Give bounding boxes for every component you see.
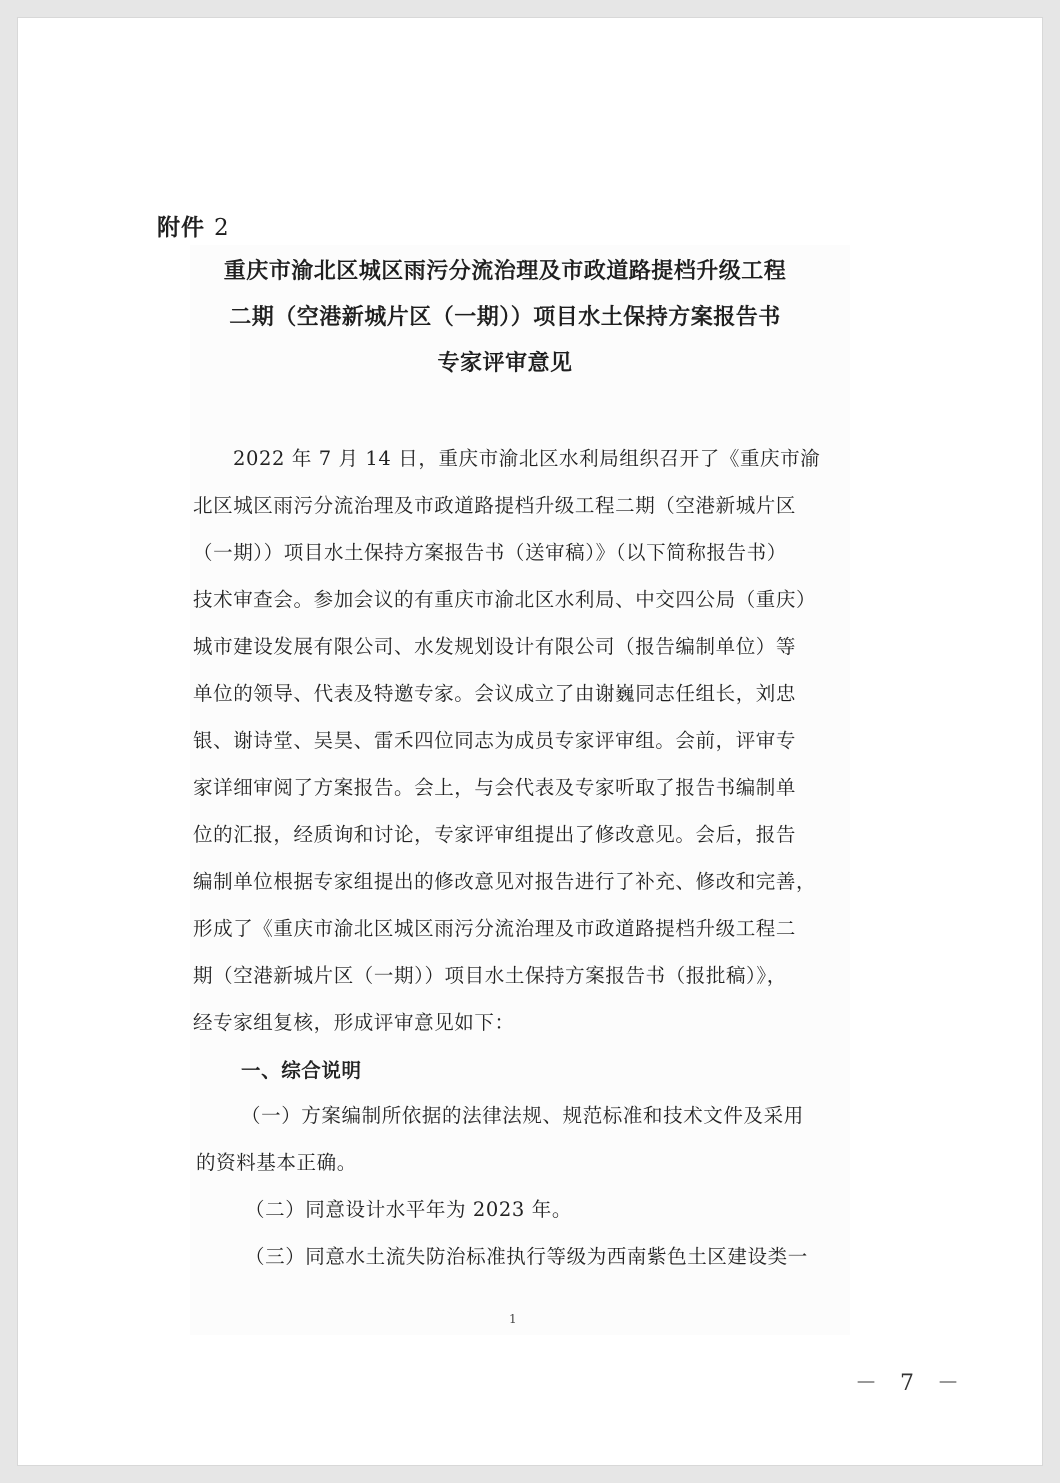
- item-3: （三）同意水土流失防治标准执行等级为西南紫色土区建设类一: [245, 1245, 808, 1268]
- body-line-13: 经专家组复核，形成评审意见如下：: [193, 1011, 515, 1034]
- item-2: （二）同意设计水平年为 2023 年。: [245, 1198, 572, 1221]
- attachment-number: 2: [214, 215, 230, 241]
- attachment-label: [157, 209, 230, 242]
- body-line-11: 形成了《重庆市渝北区城区雨污分流治理及市政道路提档升级工程二: [193, 917, 797, 940]
- item-1-line-1: （一）方案编制所依据的法律法规、规范标准和技术文件及采用: [241, 1104, 804, 1127]
- title-line-1: 重庆市渝北区城区雨污分流治理及市政道路提档升级工程: [223, 259, 787, 284]
- title-line-3: 专家评审意见: [437, 351, 573, 376]
- body-line-5: 城市建设发展有限公司、水发规划设计有限公司（报告编制单位）等: [193, 635, 797, 658]
- body-line-2: 北区城区雨污分流治理及市政道路提档升级工程二期（空港新城片区: [193, 494, 797, 517]
- title-line-2: 二期（空港新城片区（一期））项目水土保持方案报告书: [229, 305, 781, 330]
- body-line-10: 编制单位根据专家组提出的修改意见对报告进行了补充、修改和完善，: [193, 870, 817, 893]
- page-number: － 7 －: [855, 1371, 967, 1396]
- body-line-7: 银、谢诗堂、吴昊、雷禾四位同志为成员专家评审组。会前，评审专: [193, 729, 797, 752]
- body-line-12: 期（空港新城片区（一期））项目水土保持方案报告书（报批稿）》，: [193, 964, 787, 987]
- body-line-9: 位的汇报，经质询和讨论，专家评审组提出了修改意见。会后，报告: [193, 823, 797, 846]
- scan-page-number: 1: [509, 1312, 517, 1326]
- section-heading-1: 一、综合说明: [241, 1059, 362, 1082]
- body-line-1: 2022 年 7 月 14 日，重庆市渝北区水利局组织召开了《重庆市渝: [233, 447, 821, 470]
- item-1-line-2: 的资料基本正确。: [196, 1151, 357, 1174]
- body-line-4: 技术审查会。参加会议的有重庆市渝北区水利局、中交四公局（重庆）: [193, 588, 817, 611]
- attachment-text: 附件: [157, 215, 205, 241]
- body-line-3: （一期））项目水土保持方案报告书（送审稿）》（以下简称报告书）: [193, 541, 787, 564]
- body-line-8: 家详细审阅了方案报告。会上，与会代表及专家听取了报告书编制单: [193, 776, 797, 799]
- body-line-6: 单位的领导、代表及特邀专家。会议成立了由谢巍同志任组长，刘忠: [193, 682, 797, 705]
